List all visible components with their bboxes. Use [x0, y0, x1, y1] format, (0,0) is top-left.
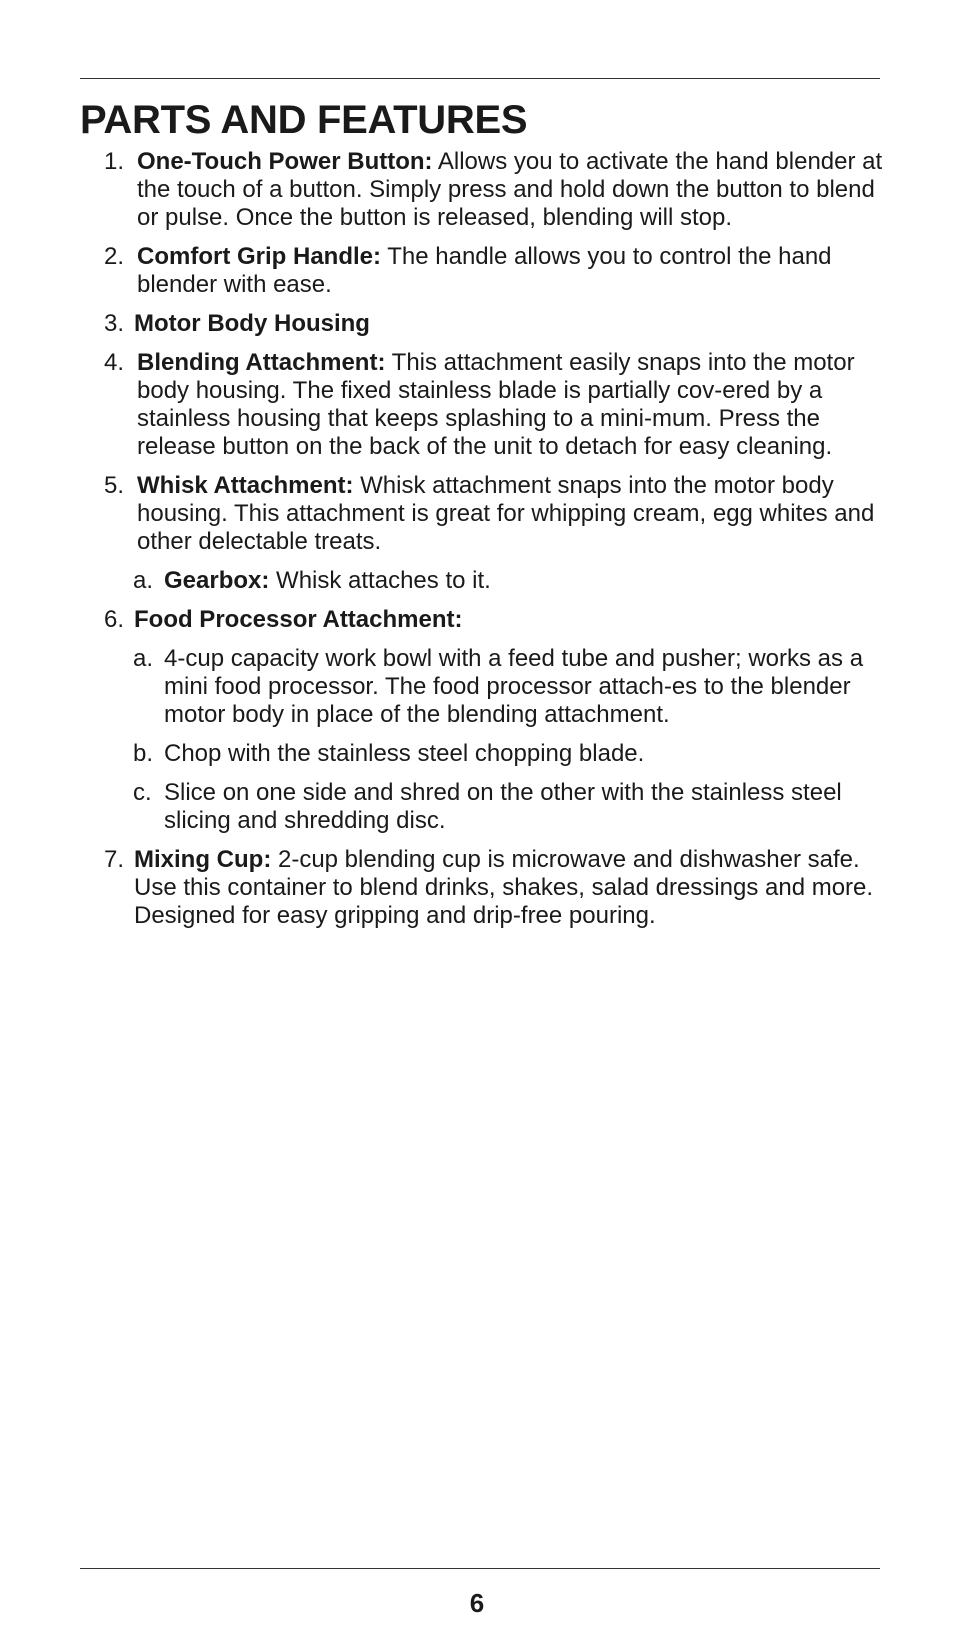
- parts-list: [104, 148, 888, 941]
- sub-item-text: 4-cup capacity work bowl with a feed tube and pusher; works as a mini food processor. The food processor attach-es to the blender motor body in place of the blending attachment.: [164, 645, 864, 728]
- sub-item-gearbox: [133, 567, 888, 595]
- item-label: Blending Attachment:: [137, 349, 386, 376]
- sub-item-letter: a.: [133, 567, 154, 594]
- item-number: 1.: [104, 148, 125, 175]
- list-item-blending-attachment: [104, 349, 888, 461]
- item-label: Food Processor Attachment:: [134, 606, 463, 633]
- list-item-mixing-cup: [104, 846, 888, 930]
- item-label: Motor Body Housing: [134, 310, 370, 337]
- sub-item-text: Chop with the stainless steel chopping blade.: [164, 740, 645, 767]
- item-text: Allows you to activate the hand blender at the touch of a button. Simply press and hold down the button to blend or pulse. Once the button is released, blending will stop.: [137, 148, 883, 231]
- sub-item-chopping-blade: [133, 740, 888, 768]
- page-title: PARTS AND FEATURES: [80, 98, 528, 142]
- item-text: 2-cup blending cup is microwave and dishwasher safe. Use this container to blend drinks, shakes, salad dressings and more. Designed for easy gripping and drip-free pouring.: [134, 846, 874, 929]
- item-number: 5.: [104, 472, 125, 499]
- list-item-food-processor: [104, 606, 888, 634]
- top-rule: [80, 78, 880, 79]
- item-number: 2.: [104, 243, 125, 270]
- sub-item-work-bowl: [133, 645, 888, 729]
- item-number: 3.: [104, 310, 125, 337]
- page-number: 6: [469, 1588, 485, 1618]
- item-label: One-Touch Power Button:: [137, 148, 433, 175]
- bottom-rule: [80, 1568, 880, 1569]
- sub-item-letter: a.: [133, 645, 154, 672]
- sub-item-slicing-disc: [133, 779, 888, 835]
- sub-item-text: Whisk attaches to it.: [269, 567, 491, 594]
- sub-item-text: Slice on one side and shred on the other with the stainless steel slicing and shredding disc.: [164, 779, 842, 834]
- item-number: 4.: [104, 349, 125, 376]
- item-label: Comfort Grip Handle:: [137, 243, 381, 270]
- item-text: The handle allows you to control the hand blender with ease.: [137, 243, 832, 298]
- list-item-motor-housing: [104, 310, 888, 338]
- item-label: Whisk Attachment:: [137, 472, 354, 499]
- list-item-power-button: [104, 148, 888, 232]
- item-text: This attachment easily snaps into the motor body housing. The fixed stainless blade is partially cov-ered by a stainless housing that keeps splashing to a mini-mum. Press the release button on the back of the unit to detach for easy cleaning.: [137, 349, 855, 460]
- sub-item-label: Gearbox:: [164, 567, 270, 594]
- sub-item-letter: c.: [133, 779, 152, 806]
- item-number: 7.: [104, 846, 125, 873]
- item-text: Whisk attachment snaps into the motor body housing. This attachment is great for whipping cream, egg whites and other delectable treats.: [137, 472, 875, 555]
- sub-item-letter: b.: [133, 740, 154, 767]
- list-item-grip-handle: [104, 243, 888, 299]
- list-item-whisk-attachment: [104, 472, 888, 556]
- item-label: Mixing Cup:: [134, 846, 272, 873]
- item-number: 6.: [104, 606, 125, 633]
